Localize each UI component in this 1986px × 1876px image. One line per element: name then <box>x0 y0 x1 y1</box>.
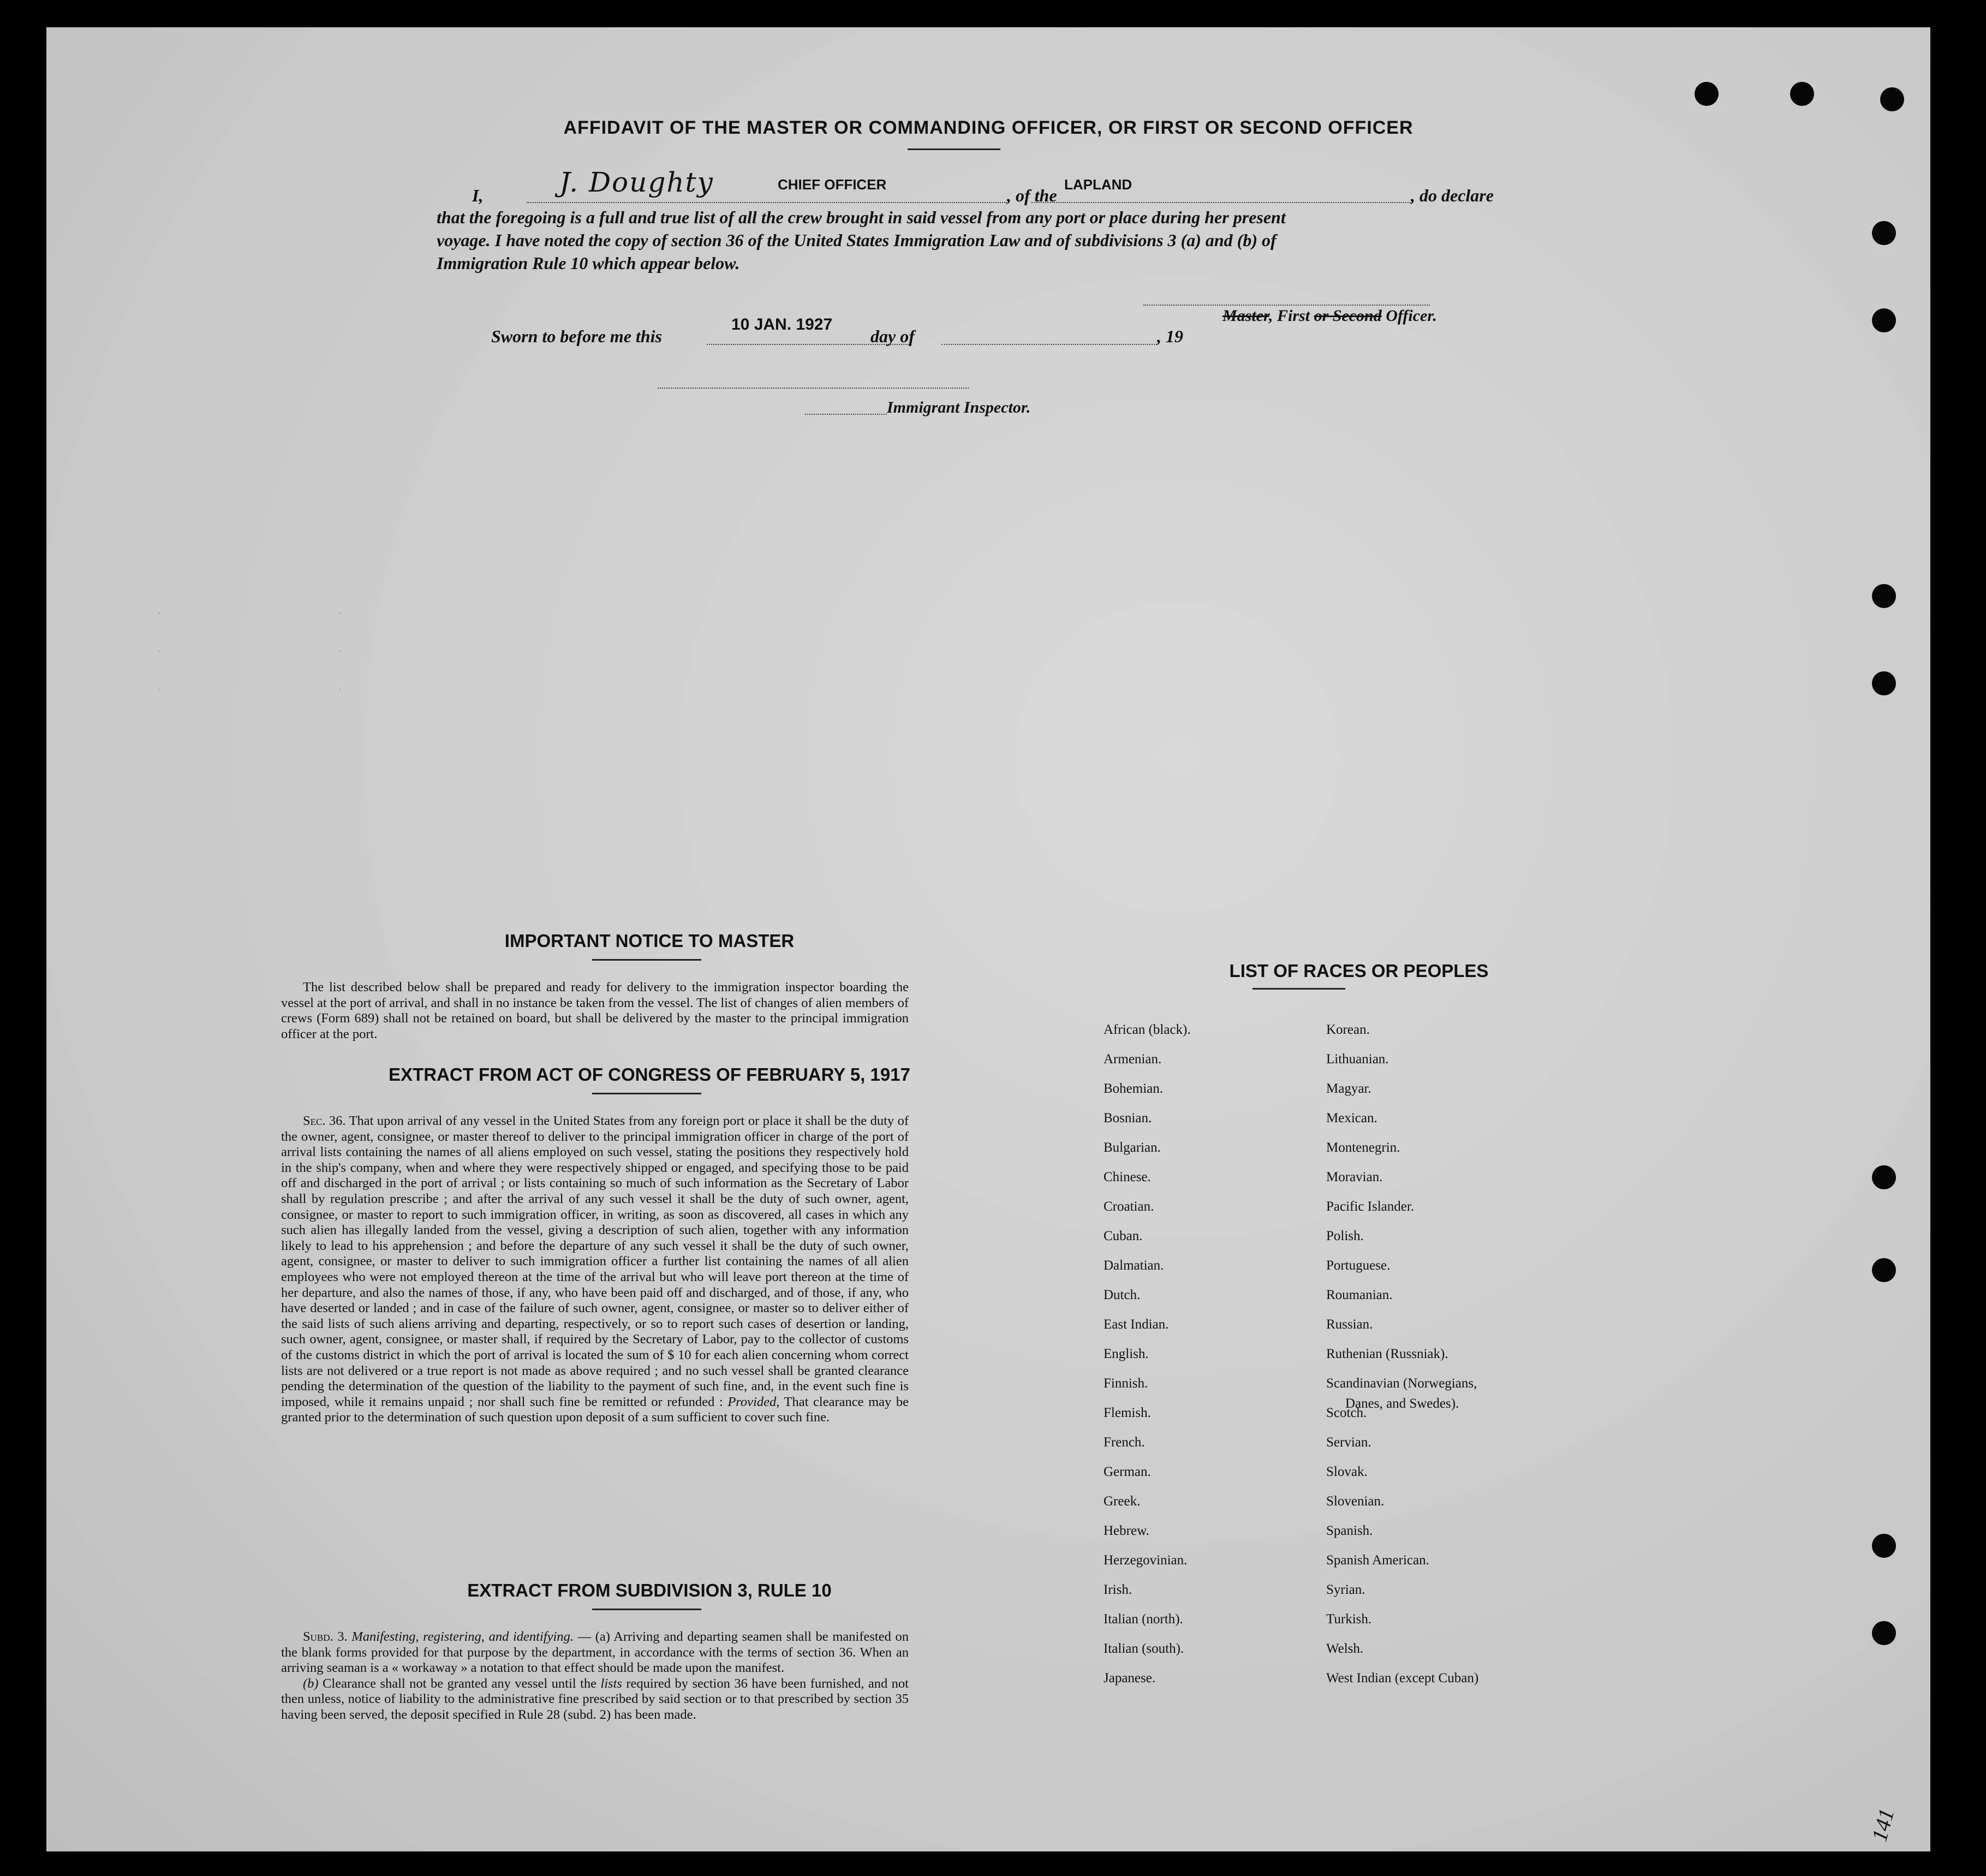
vessel-line <box>1031 202 1411 203</box>
master-struck: Master <box>1222 307 1269 325</box>
margin-handwritten-note: 141 <box>1866 1806 1899 1844</box>
notice-text: The list described below shall be prepared and ready for delivery to the immigration inspector boarding the vessel at the port of arrival, and shall in no instance be taken from the vessel. The list of changes of alien members of crews (Form 689) shall not be retained on board, but shall be delivered by the master to the principal immigration officer at the port. <box>281 980 909 1041</box>
race-item: Servian. <box>1326 1435 1371 1450</box>
of-the-label: , of the <box>1007 186 1057 205</box>
race-item: German. <box>1104 1464 1151 1479</box>
sworn-date-stamp: 10 JAN. 1927 <box>731 315 833 333</box>
race-item: Finnish. <box>1104 1376 1148 1391</box>
races-title: LIST OF RACES OR PEOPLES <box>1229 961 1489 981</box>
punch-hole-icon <box>1790 82 1814 106</box>
affidavit-line-3: voyage. I have noted the copy of section 36 of the United States Immigration Law and of subdivisions 3 (a) and (b) of <box>437 230 1277 250</box>
race-item: Slovak. <box>1326 1464 1368 1479</box>
race-item: Russian. <box>1326 1317 1373 1332</box>
race-item: Irish. <box>1104 1582 1132 1597</box>
subd-label: Subd. 3. <box>303 1629 348 1644</box>
first-label: , First <box>1269 307 1310 325</box>
race-item: Japanese. <box>1104 1671 1156 1686</box>
punch-hole-icon <box>1872 1621 1896 1645</box>
race-item: Croatian. <box>1104 1199 1154 1214</box>
races-right-column <box>1326 1015 1610 1693</box>
race-item: Herzegovinian. <box>1104 1553 1188 1568</box>
race-item: Welsh. <box>1326 1641 1364 1656</box>
race-item: Roumanian. <box>1326 1288 1393 1302</box>
act-title: EXTRACT FROM ACT OF CONGRESS OF FEBRUARY 5, 1917 <box>389 1064 910 1085</box>
punch-hole-icon <box>1695 82 1719 106</box>
race-item: Greek. <box>1104 1494 1141 1509</box>
race-item: English. <box>1104 1347 1149 1361</box>
races-underline <box>1253 988 1345 990</box>
sec-label: Sec. 36. <box>303 1113 346 1128</box>
notice-body <box>281 980 909 1042</box>
affidavit-line-4: Immigration Rule 10 which appear below. <box>437 253 740 273</box>
title-underline <box>908 148 1000 150</box>
act-body <box>281 1113 909 1426</box>
rule-body <box>281 1629 909 1723</box>
bleed-through-marks: · · · · · · <box>156 607 344 697</box>
race-item: Armenian. <box>1104 1052 1162 1067</box>
act-underline <box>592 1093 701 1094</box>
vessel-name: LAPLAND <box>1064 176 1132 193</box>
officer-signature-line <box>1143 305 1430 306</box>
punch-hole-icon <box>1872 1165 1896 1189</box>
punch-hole-icon <box>1880 87 1904 111</box>
race-item: Dalmatian. <box>1104 1258 1164 1273</box>
affidavit-line-2: that the foregoing is a full and true list of all the crew brought in said vessel from any port or place during her present <box>437 207 1286 227</box>
race-item: Spanish American. <box>1326 1553 1429 1568</box>
act-proviso-text: That clearance may be granted prior to the determination of such question upon deposit of a sum sufficient to cover such fine. <box>281 1394 909 1425</box>
race-item: Moravian. <box>1326 1170 1383 1184</box>
races-left-column <box>1104 1015 1311 1693</box>
officer-suffix: Officer. <box>1381 307 1437 325</box>
race-item: Syrian. <box>1326 1582 1365 1597</box>
punch-hole-icon <box>1872 1534 1896 1558</box>
race-item: Hebrew. <box>1104 1523 1149 1538</box>
para-b-text-2: required by section 36 have been furnished, and not then unless, notice of liability to the administrative fine prescribed by said section or to that prescribed by section 35 having been served, the deposit specified in Rule 28 (subd. 2) has been made. <box>281 1676 909 1722</box>
punch-hole-icon <box>1872 671 1896 695</box>
affidavit-title: AFFIDAVIT OF THE MASTER OR COMMANDING OFFICER, OR FIRST OR SECOND OFFICER <box>563 117 1414 138</box>
race-item: Polish. <box>1326 1229 1364 1243</box>
race-item: Chinese. <box>1104 1170 1151 1184</box>
race-item: Mexican. <box>1326 1111 1377 1125</box>
i-label: I, <box>472 186 484 205</box>
notice-underline <box>592 959 701 961</box>
inspector-signature-line <box>658 388 969 389</box>
race-item: Bosnian. <box>1104 1111 1152 1125</box>
race-item: Scandinavian (Norwegians, <box>1326 1376 1477 1391</box>
para-a-text: Arriving and departing seamen shall be manifested on the blank forms provided for that purpose by the department, in accordance with the terms of section 36. When an arriving seaman is a « workaway » a notation to that effect should be made upon the manifest. <box>281 1629 909 1676</box>
race-item: Scotch. <box>1326 1405 1367 1420</box>
punch-hole-icon <box>1872 308 1896 332</box>
do-declare-label: , do declare <box>1411 186 1494 205</box>
rule-underline <box>592 1609 701 1610</box>
subd-heading: Manifesting, registering, and identifying. <box>347 1629 574 1644</box>
sworn-label: Sworn to before me this <box>491 326 662 346</box>
second-struck: or Second <box>1314 307 1382 325</box>
para-b-text-1: Clearance shall not be granted any vessel until the <box>318 1676 601 1691</box>
race-item: Slovenian. <box>1326 1494 1385 1509</box>
act-main-text: That upon arrival of any vessel in the United States from any foreign port or place it shall be the duty of the owner, agent, consignee, or master thereof to deliver to the principal immigration officer in charge of the port of arrival lists containing the names of all aliens employed on such vessel, stating the positions they respectively hold in the ship's company, when and where they were respectively shipped or engaged, and specifying those to be paid off and discharged in the port of arrival ; or lists containing so much of such information as the Secretary of Labor shall by regulation prescribe ; and after the arrival of any such vessel it shall be the duty of such owner, agent, consignee, or master to report to such immigration officer, in writing, as soon as discovered, all cases in which any such alien has illegally landed from the vessel, giving a description of such alien, together with any information likely to lead to his apprehension ; and before the departure of any such vessel it shall be the duty of such owner, agent, consignee, or master to deliver to such immigration officer a further list containing the names of all alien employees who were not employed thereon at the time of the arrival but who will leave port thereon at the time of her departure, and also the names of those, if any, who have been paid off and discharged, and of those, if any, who have deserted or landed ; and in case of the failure of such owner, agent, consignee, or master so to deliver either of the said lists of such aliens arriving and departing, respectively, or so to report such cases of desertion or landing, such owner, agent, consignee, or master shall, if required by the Secretary of Labor, pay to the collector of customs of the customs district in which the port of arrival is located the sum of $ 10 for each alien concerning whom correct lists are not delivered or a true report is not made as above required ; and no such vessel shall be granted clearance pending the determination of the question of the liability to the payment of such fine, and, in the event such fine is imposed, while it remains unpaid ; nor shall such fine be remitted or refunded : <box>281 1113 909 1409</box>
race-item: Montenegrin. <box>1326 1140 1400 1155</box>
race-item: Pacific Islander. <box>1326 1199 1415 1214</box>
notice-title: IMPORTANT NOTICE TO MASTER <box>504 931 795 951</box>
para-a-marker: — (a) <box>573 1629 610 1644</box>
race-item: Flemish. <box>1104 1405 1151 1420</box>
rule-para-a <box>281 1629 909 1676</box>
officer-title <box>1222 307 1437 325</box>
proviso-word: Provided, <box>727 1394 780 1409</box>
race-item: Korean. <box>1326 1022 1370 1037</box>
year-prefix: , 19 <box>1157 326 1183 346</box>
inspector-short-line <box>805 414 887 415</box>
race-item: Dutch. <box>1104 1288 1141 1302</box>
race-item: Lithuanian. <box>1326 1052 1389 1067</box>
race-item: African (black). <box>1104 1022 1191 1037</box>
race-item: West Indian (except Cuban) <box>1326 1671 1479 1686</box>
lists-word: lists <box>600 1676 622 1691</box>
punch-hole-icon <box>1872 584 1896 608</box>
para-b-marker: (b) <box>303 1676 319 1691</box>
signature-line <box>527 202 1007 203</box>
document-page <box>46 27 1930 1851</box>
race-item: Italian (south). <box>1104 1641 1184 1656</box>
act-text <box>281 1113 909 1426</box>
race-item: Spanish. <box>1326 1523 1373 1538</box>
rule-title: EXTRACT FROM SUBDIVISION 3, RULE 10 <box>467 1580 832 1600</box>
punch-hole-icon <box>1872 221 1896 245</box>
month-line <box>941 344 1157 345</box>
officer-rank: CHIEF OFFICER <box>778 176 887 193</box>
race-item: East Indian. <box>1104 1317 1169 1332</box>
race-item: Bohemian. <box>1104 1081 1164 1096</box>
day-of-label: day of <box>870 326 915 346</box>
race-item: Turkish. <box>1326 1612 1372 1627</box>
race-item: French. <box>1104 1435 1145 1450</box>
race-item: Portuguese. <box>1326 1258 1391 1273</box>
inspector-label: Immigrant Inspector. <box>887 398 1031 416</box>
race-item: Italian (north). <box>1104 1612 1183 1627</box>
punch-hole-icon <box>1872 1258 1896 1282</box>
race-item: Ruthenian (Russniak). <box>1326 1347 1448 1361</box>
officer-signature: J. Doughty <box>559 166 714 198</box>
race-item: Bulgarian. <box>1104 1140 1161 1155</box>
rule-para-b <box>281 1676 909 1723</box>
race-item: Cuban. <box>1104 1229 1143 1243</box>
scandinavian-continuation: Danes, and Swedes). <box>1345 1396 1459 1411</box>
race-item: Magyar. <box>1326 1081 1371 1096</box>
